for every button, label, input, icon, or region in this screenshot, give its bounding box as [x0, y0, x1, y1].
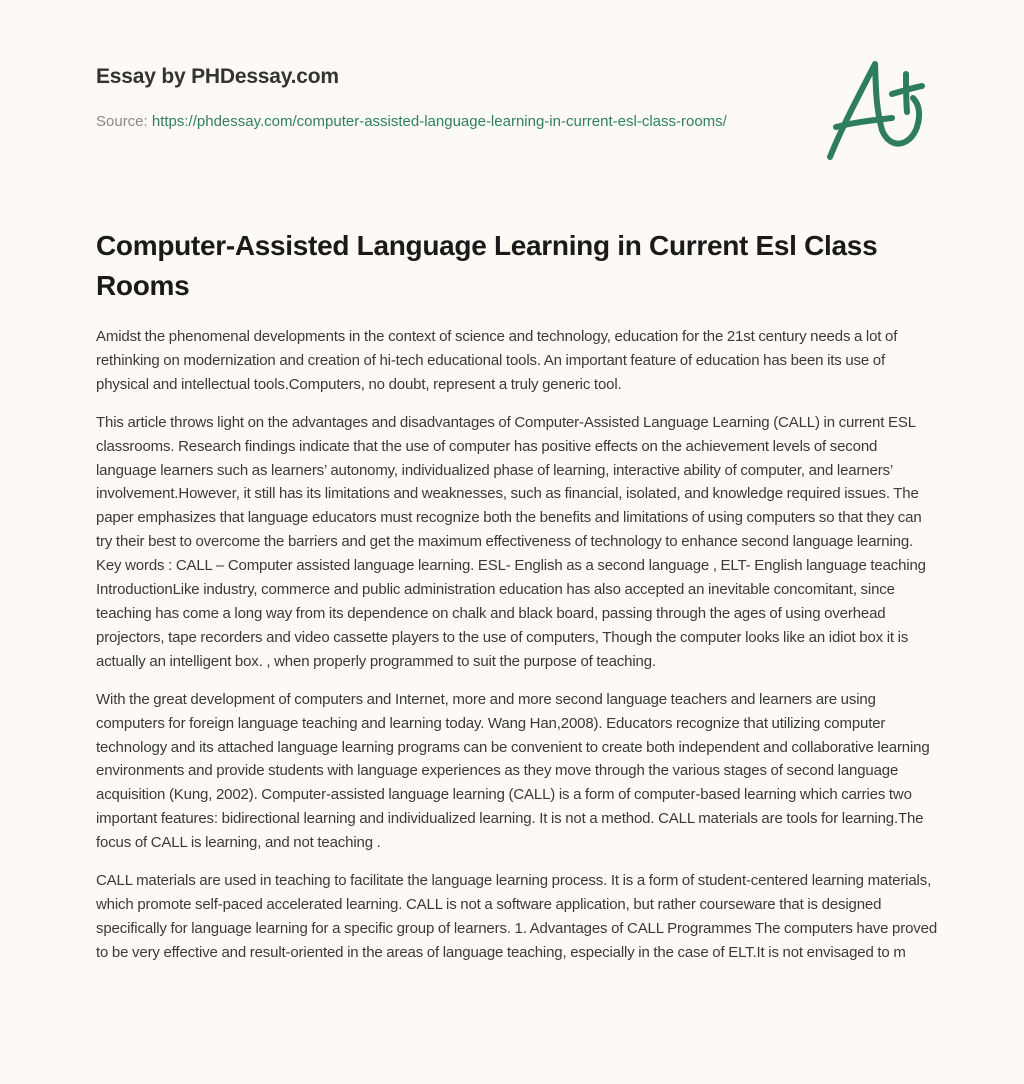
source-line	[96, 110, 786, 134]
article-title: Computer-Assisted Language Learning in Current Esl Class Rooms	[96, 230, 878, 301]
article-paragraph: With the great development of computers and Internet, more and more second language teachers and learners are using computers for foreign language teaching and learning today. Wang Han,2008). Educators recognize that utilizing computer technology and its attached language learning programs can be convenient to create both independent and collaborative learning environments and provide students with language experiences as they move through the various stages of second language acquisition (Kung, 2002). Computer-assisted language learning (CALL) is a form of computer-based learning which carries two important features: bidirectional learning and individualized learning. It is not a method. CALL materials are tools for learning.The focus of CALL is learning, and not teaching .	[96, 690, 930, 852]
article-paragraph: CALL materials are used in teaching to facilitate the language learning process. It is a form of student-centered learning materials, which promote self-paced accelerated learning. CALL is not a software application, but rather courseware that is designed specifically for language learning for a specific group of learners. 1. Advantages of CALL Programmes The computers have proved to be very effective and result-oriented in the areas of language teaching, especially in the case of ELT.It is not envisaged to m	[96, 872, 938, 961]
source-label: Source:	[96, 113, 148, 130]
page-header	[96, 62, 786, 134]
article-paragraph: Amidst the phenomenal developments in the context of science and technology, education for the 21st century needs a lot of rethinking on modernization and creation of hi-tech educational tools. An important feature of education has been its use of physical and intellectual tools.Computers, no doubt, represent a truly generic tool.	[96, 328, 898, 393]
source-link[interactable]: https://phdessay.com/computer-assisted-language-learning-in-current-esl-class-rooms/	[151, 113, 727, 130]
article-paragraph: This article throws light on the advantages and disadvantages of Computer-Assisted Language Learning (CALL) in current ESL classrooms. Research findings indicate that the use of computer has positive effects on the achievement levels of second language learners such as learners’ autonomy, individualized phase of learning, interactive ability of computer, and learners’ involvement.However, it still has its limitations and weaknesses, such as financial, isolated, and knowledge required issues. The paper emphasizes that language educators must recognize both the benefits and limitations of using computers so that they can try their best to overcome the barriers and get the maximum effectiveness of technology to enhance second language learning. Key words : CALL – Computer assisted language learning. ESL- English as a second language , ELT- English language teaching IntroductionLike industry, commerce and public administration education has also accepted an inevitable concomitant, since teaching has come a long way from its dependence on chalk and black board, passing through the ages of using overhead projectors, tape recorders and video cassette players to the use of computers, Though the computer looks like an idiot box it is actually an intelligent box. , when properly programmed to suit the purpose of teaching.	[96, 413, 926, 670]
article-body	[96, 325, 938, 979]
a-plus-grade-icon	[820, 42, 930, 167]
brand-name: Essay by PHDessay.com	[96, 65, 339, 88]
